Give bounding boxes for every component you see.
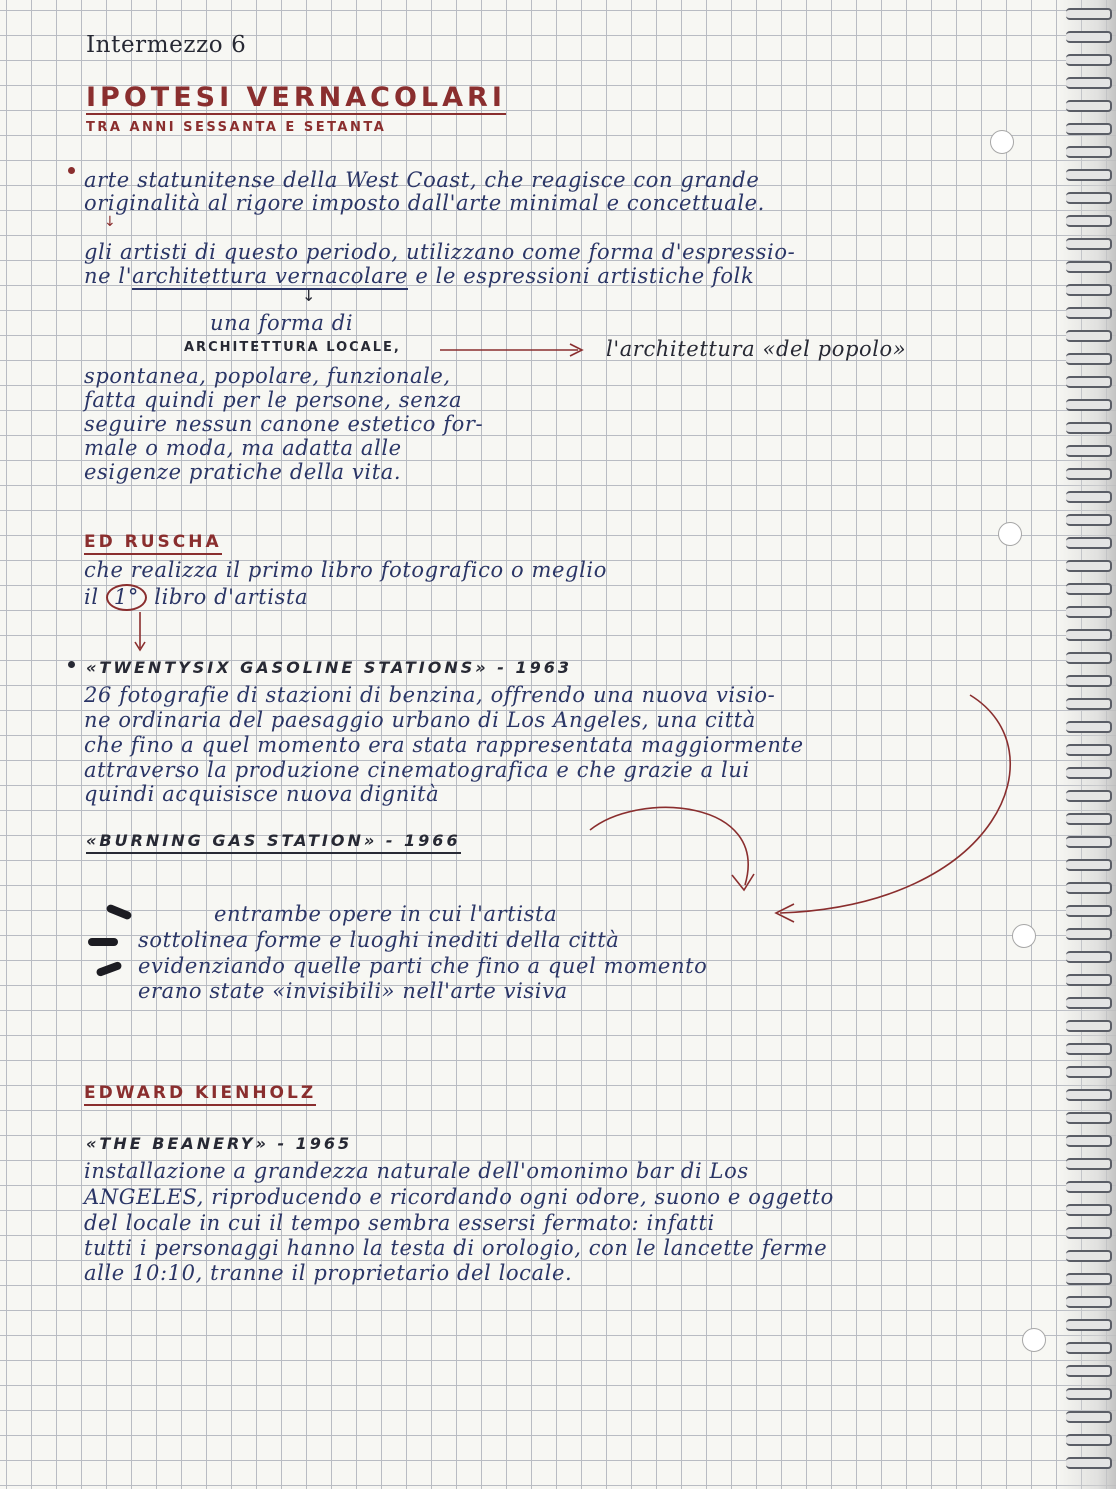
spiral-ring xyxy=(1066,1457,1112,1469)
kienholz-line: del locale in cui il tempo sembra essersi fermato: infatti xyxy=(84,1211,715,1235)
spiral-ring xyxy=(1066,951,1112,963)
spiral-ring xyxy=(1066,261,1112,273)
spiral-ring xyxy=(1066,353,1112,365)
spiral-ring xyxy=(1066,468,1112,480)
spiral-ring xyxy=(1066,307,1112,319)
spiral-ring xyxy=(1066,192,1112,204)
twentysix-line: ne ordinaria del paesaggio urbano di Los Angeles, una città xyxy=(84,708,756,732)
spiral-ring xyxy=(1066,721,1112,733)
intro-line-suffix: e le espressioni artistiche folk xyxy=(408,264,755,288)
down-arrow-icon xyxy=(130,610,150,652)
architecture-desc-line: spontanea, popolare, funzionale, xyxy=(84,364,451,388)
right-arrow-icon xyxy=(438,340,588,360)
spiral-ring xyxy=(1066,514,1112,526)
spiral-ring xyxy=(1066,1296,1112,1308)
spiral-ring xyxy=(1066,238,1112,250)
spiral-ring xyxy=(1066,54,1112,66)
vernacular-architecture-term: architettura vernacolare xyxy=(132,264,409,288)
down-arrow-icon: ↓ xyxy=(104,214,116,230)
ruscha-line xyxy=(84,584,308,611)
spiral-ring xyxy=(1066,123,1112,135)
spiral-ring xyxy=(1066,1227,1112,1239)
both-line: erano state «invisibili» nell'arte visiva xyxy=(138,979,568,1003)
spiral-ring xyxy=(1066,583,1112,595)
section-label: Intermezzo 6 xyxy=(86,32,247,58)
spiral-ring xyxy=(1066,859,1112,871)
twentysix-line: attraverso la produzione cinematografica e che grazie a lui xyxy=(84,758,750,782)
architecture-desc-line: esigenze pratiche della vita. xyxy=(84,460,402,484)
architecture-meaning: l'architettura «del popolo» xyxy=(606,337,907,361)
spiral-ring xyxy=(1066,445,1112,457)
spiral-ring xyxy=(1066,606,1112,618)
architecture-desc-line: fatta quindi per le persone, senza xyxy=(84,388,463,412)
twentysix-line: che fino a quel momento era stata rappresentata maggiormente xyxy=(84,733,804,757)
spiral-ring xyxy=(1066,1089,1112,1101)
kienholz-line: alle 10:10, tranne il proprietario del locale. xyxy=(84,1261,573,1285)
spiral-binding xyxy=(1056,0,1116,1489)
spiral-ring xyxy=(1066,1158,1112,1170)
spiral-ring xyxy=(1066,790,1112,802)
punch-hole xyxy=(1022,1328,1046,1352)
spiral-ring xyxy=(1066,1273,1112,1285)
artwork-title-twentysix: «TWENTYSIX GASOLINE STATIONS» - 1963 xyxy=(86,658,572,677)
artwork-title-beanery: «THE BEANERY» - 1965 xyxy=(86,1134,353,1153)
kienholz-line: installazione a grandezza naturale dell'omonimo bar di Los xyxy=(84,1159,749,1183)
spiral-ring xyxy=(1066,100,1112,112)
spiral-ring xyxy=(1066,1066,1112,1078)
punch-hole xyxy=(990,130,1014,154)
intro-line: gli artisti di questo periodo, utilizzano come forma d'espressio- xyxy=(84,240,796,264)
page-subtitle: TRA ANNI SESSANTA E SETANTA xyxy=(86,120,387,135)
spiral-ring xyxy=(1066,1434,1112,1446)
spiral-ring xyxy=(1066,560,1112,572)
kienholz-line: tutti i personaggi hanno la testa di orologio, con le lancette ferme xyxy=(84,1236,828,1260)
intro-line: arte statunitense della West Coast, che reagisce con grande xyxy=(84,168,760,192)
spiral-ring xyxy=(1066,169,1112,181)
spiral-ring xyxy=(1066,652,1112,664)
page-title: IPOTESI VERNACOLARI xyxy=(86,82,506,113)
spiral-ring xyxy=(1066,1319,1112,1331)
spiral-ring xyxy=(1066,1365,1112,1377)
spiral-ring xyxy=(1066,422,1112,434)
spiral-ring xyxy=(1066,1388,1112,1400)
spiral-ring xyxy=(1066,399,1112,411)
connector-arrows xyxy=(560,680,1030,940)
spiral-ring xyxy=(1066,813,1112,825)
spiral-ring xyxy=(1066,997,1112,1009)
bullet-dot xyxy=(68,167,75,174)
circled-first-mark: 1° xyxy=(106,584,147,611)
spiral-ring xyxy=(1066,928,1112,940)
spiral-ring xyxy=(1066,330,1112,342)
twentysix-line: 26 fotografie di stazioni di benzina, offrendo una nuova visio- xyxy=(84,683,776,707)
spiral-ring xyxy=(1066,1181,1112,1193)
spiral-ring xyxy=(1066,1342,1112,1354)
spiral-ring xyxy=(1066,491,1112,503)
architecture-desc-line: seguire nessun canone estetico for- xyxy=(84,412,484,436)
intro-line-prefix: ne l' xyxy=(84,264,133,288)
spiral-ring xyxy=(1066,215,1112,227)
spiral-ring xyxy=(1066,767,1112,779)
spiral-ring xyxy=(1066,744,1112,756)
spiral-ring xyxy=(1066,1043,1112,1055)
architecture-intro: una forma di xyxy=(210,311,354,335)
architecture-term: ARCHITETTURA LOCALE, xyxy=(184,340,401,355)
spiral-ring xyxy=(1066,1112,1112,1124)
spiral-ring xyxy=(1066,836,1112,848)
spiral-ring xyxy=(1066,882,1112,894)
artist-heading-kienholz: EDWARD KIENHOLZ xyxy=(84,1085,316,1106)
intro-line xyxy=(84,266,754,287)
dash-marker xyxy=(105,903,132,920)
kienholz-line: ANGELES, riproducendo e ricordando ogni odore, suono e oggetto xyxy=(84,1185,834,1209)
spiral-ring xyxy=(1066,974,1112,986)
spiral-ring xyxy=(1066,1020,1112,1032)
spiral-ring xyxy=(1066,1135,1112,1147)
spiral-ring xyxy=(1066,8,1112,20)
down-arrow-icon: ↓ xyxy=(302,286,316,305)
twentysix-line: quindi acquisisce nuova dignità xyxy=(84,782,440,806)
both-line: sottolinea forme e luoghi inediti della città xyxy=(138,928,620,952)
spiral-ring xyxy=(1066,905,1112,917)
spiral-ring xyxy=(1066,537,1112,549)
spiral-ring xyxy=(1066,629,1112,641)
spiral-ring xyxy=(1066,284,1112,296)
intro-line: originalità al rigore imposto dall'arte minimal e concettuale. xyxy=(84,191,765,215)
artwork-title-burning: «BURNING GAS STATION» - 1966 xyxy=(86,833,461,854)
artist-heading-ruscha: ED RUSCHA xyxy=(84,534,222,555)
dash-marker xyxy=(95,961,122,977)
ruscha-line: che realizza il primo libro fotografico o meglio xyxy=(84,558,607,582)
ruscha-line-suffix: libro d'artista xyxy=(146,585,309,609)
punch-hole xyxy=(998,522,1022,546)
ruscha-line-prefix: il xyxy=(84,585,106,609)
dash-marker xyxy=(88,938,118,946)
spiral-ring xyxy=(1066,1250,1112,1262)
spiral-ring xyxy=(1066,1411,1112,1423)
both-line: entrambe opere in cui l'artista xyxy=(214,902,558,926)
bullet-dot xyxy=(68,661,75,668)
spiral-ring xyxy=(1066,1204,1112,1216)
spiral-ring xyxy=(1066,77,1112,89)
punch-hole xyxy=(1012,924,1036,948)
spiral-ring xyxy=(1066,675,1112,687)
spiral-ring xyxy=(1066,31,1112,43)
architecture-desc-line: male o moda, ma adatta alle xyxy=(84,436,402,460)
both-line: evidenziando quelle parti che fino a quel momento xyxy=(138,954,708,978)
spiral-ring xyxy=(1066,146,1112,158)
spiral-ring xyxy=(1066,698,1112,710)
spiral-ring xyxy=(1066,376,1112,388)
